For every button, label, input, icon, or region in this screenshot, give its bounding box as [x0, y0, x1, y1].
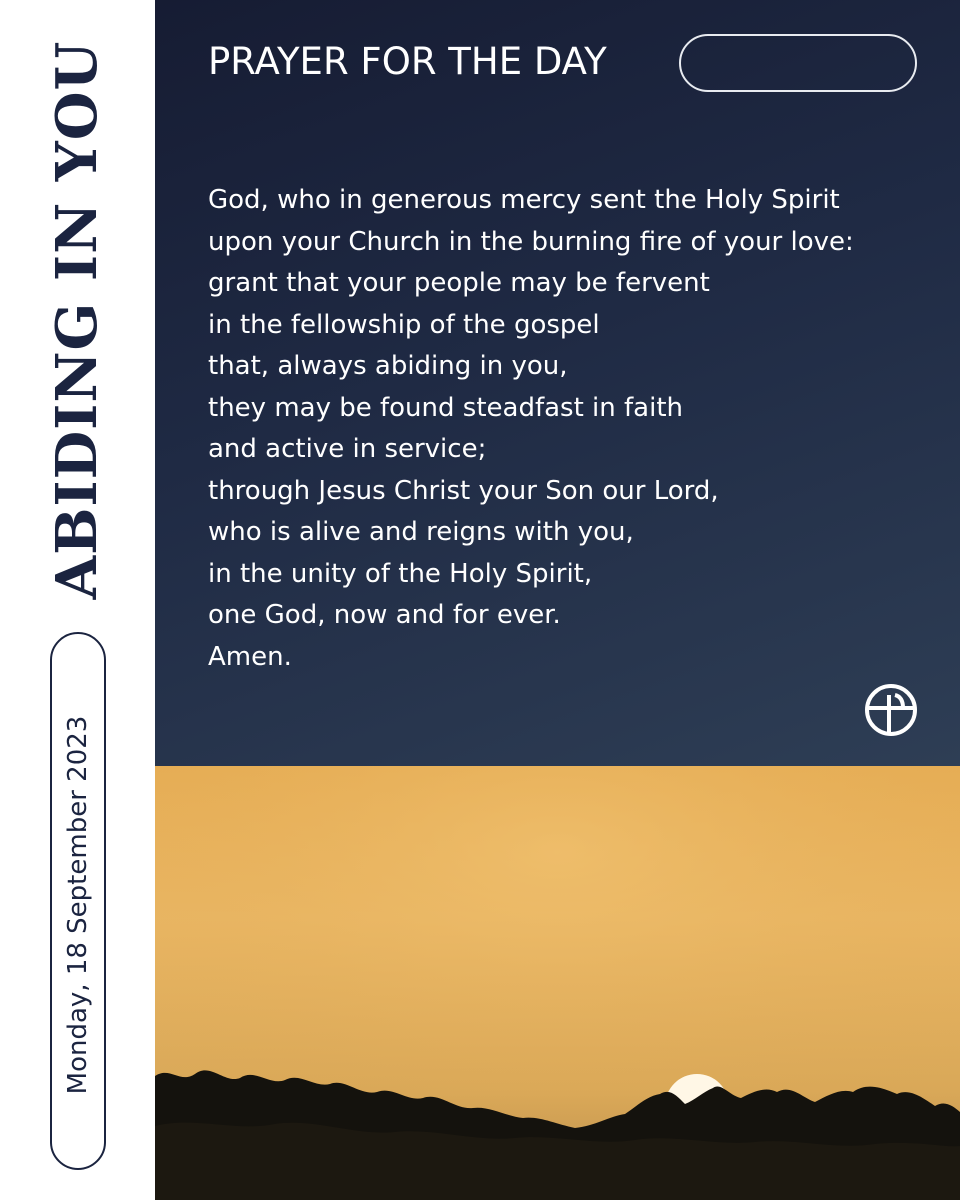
page-title: PRAYER FOR THE DAY — [208, 40, 607, 83]
prayer-text — [208, 180, 928, 678]
date-label: Monday, 18 September 2023 — [63, 715, 93, 1095]
prayer-line: upon your Church in the burning fire of your love: — [208, 226, 854, 257]
prayer-line: in the unity of the Holy Spirit, — [208, 558, 593, 589]
prayer-line: God, who in generous mercy sent the Holy Spirit — [208, 185, 840, 215]
prayer-line: they may be found steadfast in faith — [208, 392, 683, 423]
side-strip — [0, 0, 155, 1200]
cross-circle-icon — [864, 683, 918, 737]
prayer-line: that, always abiding in you, — [208, 351, 568, 381]
prayer-line: and active in service; — [208, 434, 487, 464]
prayer-line: one God, now and for ever. — [208, 600, 561, 630]
series-title: ABIDING IN YOU — [44, 40, 110, 600]
sunset-photo — [155, 766, 960, 1200]
prayer-line: in the fellowship of the gospel — [208, 309, 600, 340]
prayer-line: who is alive and reigns with you, — [208, 517, 634, 547]
top-pill-outline — [679, 34, 917, 92]
prayer-line: through Jesus Christ your Son our Lord, — [208, 475, 719, 506]
prayer-line: Amen. — [208, 641, 292, 672]
prayer-line: grant that your people may be fervent — [208, 268, 710, 298]
